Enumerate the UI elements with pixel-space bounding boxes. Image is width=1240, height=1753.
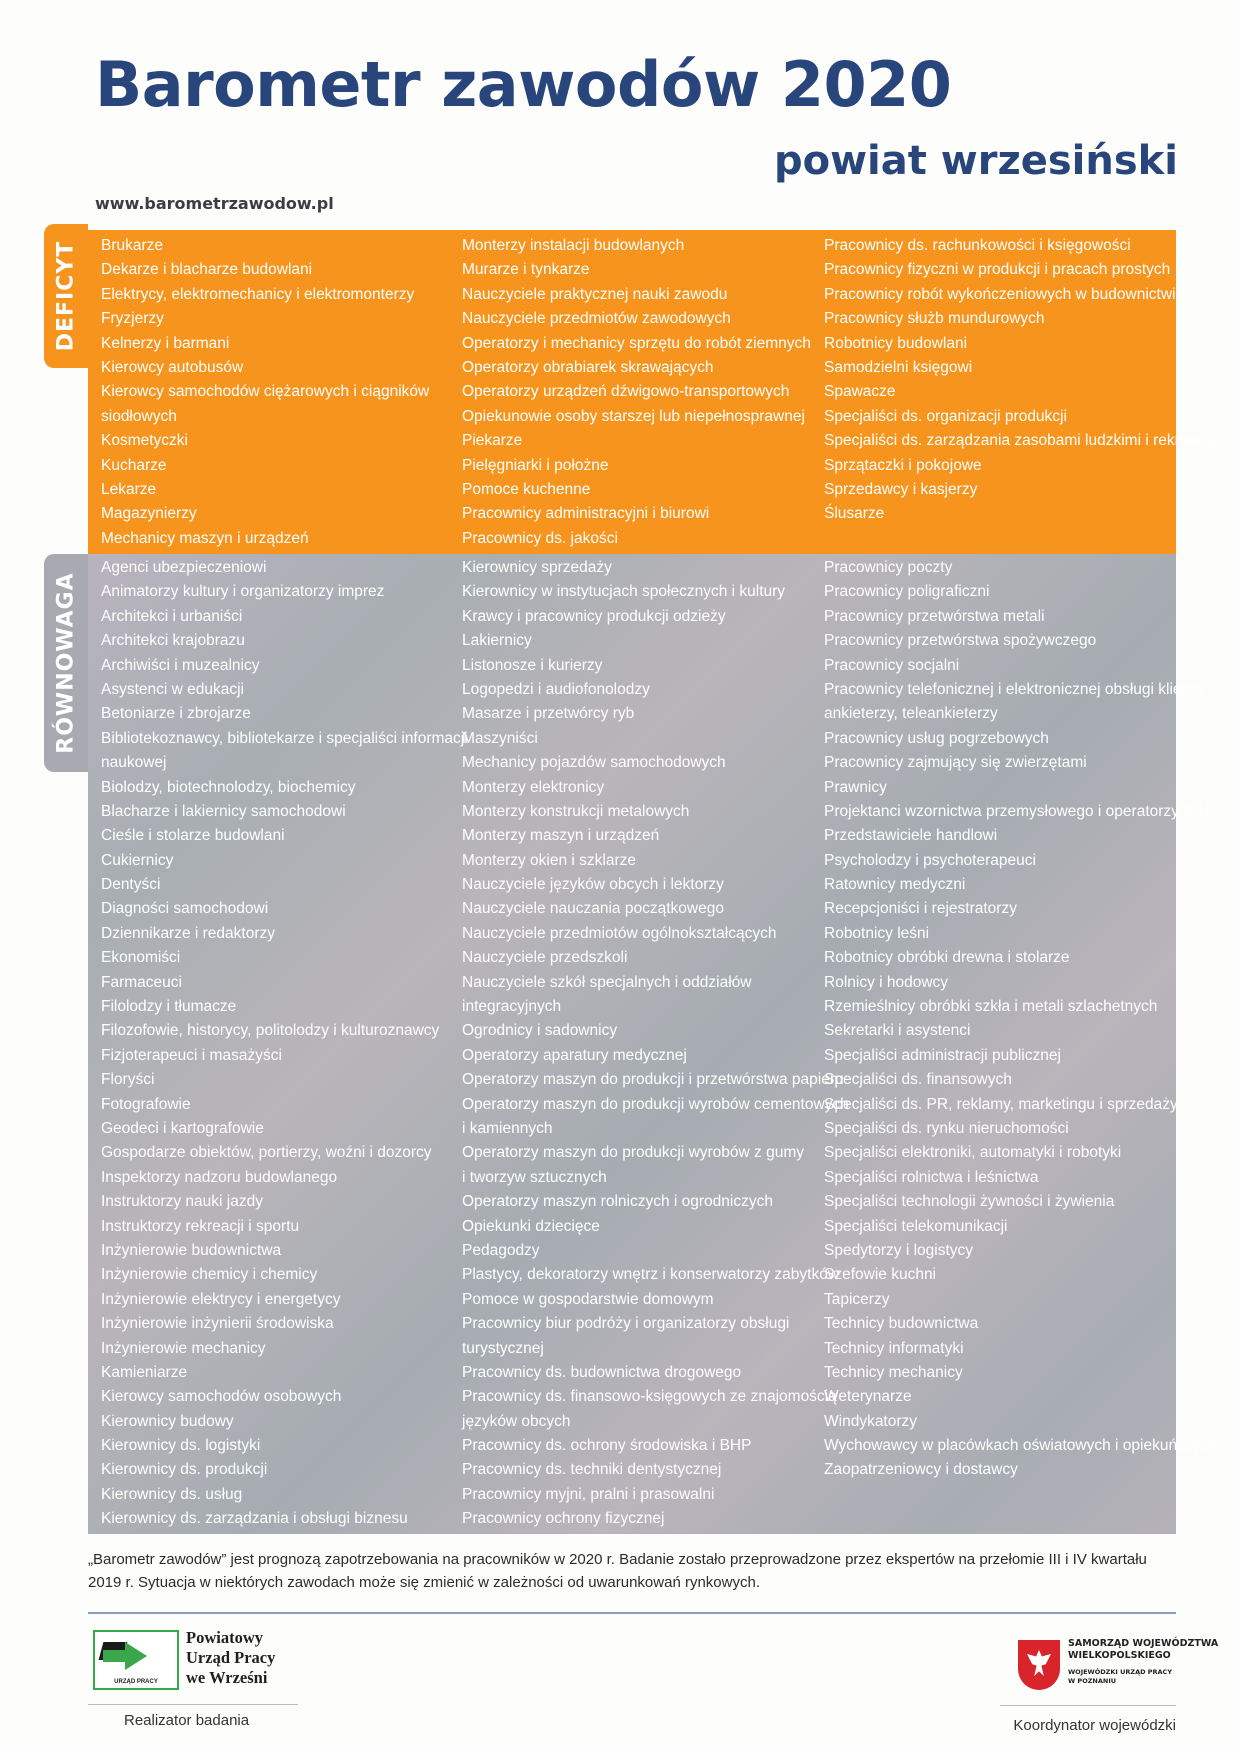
occupation-item: Monterzy okien i szklarze xyxy=(462,851,637,869)
occupation-item: i kamiennych xyxy=(462,1119,553,1137)
occupation-item: Kierowcy samochodów osobowych xyxy=(101,1388,342,1406)
occupation-item: Pracownicy usług pogrzebowych xyxy=(824,729,1049,747)
occupation-item: Kierowcy autobusów xyxy=(101,358,244,376)
rownowaga-column-1 xyxy=(101,556,468,1532)
occupation-item: Lakiernicy xyxy=(462,632,532,650)
occupation-item: Specjaliści ds. finansowych xyxy=(824,1071,1012,1089)
occupation-item: Fotografowie xyxy=(101,1095,191,1113)
occupation-item: Nauczyciele praktycznej nauki zawodu xyxy=(462,285,728,303)
rownowaga-column-3 xyxy=(824,556,1217,1483)
occupation-item: Technicy informatyki xyxy=(824,1339,964,1357)
realizator-divider xyxy=(88,1704,298,1705)
occupation-item: Blacharze i lakiernicy samochodowi xyxy=(101,802,346,820)
occupation-item: Specjaliści elektroniki, automatyki i robotyki xyxy=(824,1144,1122,1162)
occupation-item: Rzemieślnicy obróbki szkła i metali szlachetnych xyxy=(824,998,1158,1016)
occupation-item: Operatorzy aparatury medycznej xyxy=(462,1046,687,1064)
occupation-item: Zaopatrzeniowcy i dostawcy xyxy=(824,1461,1018,1479)
occupation-item: Logopedzi i audiofonolodzy xyxy=(462,680,650,698)
occupation-item: Asystenci w edukacji xyxy=(101,680,245,698)
occupation-item: Pracownicy robót wykończeniowych w budownictwie xyxy=(824,285,1185,303)
occupation-item: Nauczyciele nauczania początkowego xyxy=(462,900,724,918)
occupation-item: Operatorzy urządzeń dźwigowo-transportowych xyxy=(462,383,790,401)
occupation-item: Dziennikarze i redaktorzy xyxy=(101,924,276,942)
samorzad-line: WIELKOPOLSKIEGO xyxy=(1068,1650,1171,1661)
pup-logo xyxy=(93,1630,179,1690)
occupation-item: Kamieniarze xyxy=(101,1363,188,1381)
occupation-item: Sekretarki i asystenci xyxy=(824,1022,971,1040)
occupation-item: Ogrodnicy i sadownicy xyxy=(462,1022,618,1040)
occupation-item: siodłowych xyxy=(101,407,177,425)
occupation-item: naukowej xyxy=(101,754,167,772)
occupation-item: Bibliotekoznawcy, bibliotekarze i specjaliści informacji xyxy=(101,729,468,747)
rownowaga-column-2 xyxy=(462,556,849,1532)
koordynator-caption: Koordynator wojewódzki xyxy=(1013,1717,1176,1734)
pup-name-line: we Wrześni xyxy=(186,1668,268,1687)
deficyt-tab xyxy=(44,224,88,368)
occupation-item: Rolnicy i hodowcy xyxy=(824,973,949,991)
page-title: Barometr zawodów 2020 xyxy=(95,48,952,121)
occupation-item: Biolodzy, biotechnolodzy, biochemicy xyxy=(101,778,356,796)
occupation-item: Fryzjerzy xyxy=(101,310,164,328)
occupation-item: Wychowawcy w placówkach oświatowych i opiekuńczych xyxy=(824,1437,1217,1455)
occupation-item: Instruktorzy rekreacji i sportu xyxy=(101,1217,300,1235)
pup-logo-text: URZĄD PRACY xyxy=(114,1679,158,1685)
occupation-item: Geodeci i kartografowie xyxy=(101,1119,264,1137)
occupation-item: Monterzy elektronicy xyxy=(462,778,605,796)
occupation-item: Nauczyciele przedmiotów zawodowych xyxy=(462,310,731,328)
occupation-item: Kucharze xyxy=(101,456,167,474)
page-subtitle: powiat wrzesiński xyxy=(773,138,1178,184)
occupation-item: Specjaliści administracji publicznej xyxy=(824,1046,1061,1064)
occupation-item: Kierownicy w instytucjach społecznych i kultury xyxy=(462,583,786,601)
occupation-item: Ekonomiści xyxy=(101,949,181,967)
occupation-item: Nauczyciele języków obcych i lektorzy xyxy=(462,876,724,894)
occupation-item: Nauczyciele przedszkoli xyxy=(462,949,628,967)
occupation-item: Pracownicy przetwórstwa metali xyxy=(824,607,1045,625)
occupation-item: Weterynarze xyxy=(824,1388,912,1406)
occupation-item: Dekarze i blacharze budowlani xyxy=(101,261,313,279)
occupation-item: Szefowie kuchni xyxy=(824,1266,937,1284)
occupation-item: Plastycy, dekoratorzy wnętrz i konserwatorzy zabytków xyxy=(462,1266,840,1284)
occupation-item: Operatorzy maszyn do produkcji i przetwórstwa papieru xyxy=(462,1071,844,1089)
occupation-item: Inżynierowie chemicy i chemicy xyxy=(101,1266,318,1284)
occupation-item: Pracownicy ds. budownictwa drogowego xyxy=(462,1363,742,1381)
deficyt-label: DEFICYT xyxy=(53,240,79,352)
occupation-item: Pracownicy poligraficzni xyxy=(824,583,990,601)
occupation-item: Animatorzy kultury i organizatorzy imprez xyxy=(101,583,385,601)
occupation-item: Pracownicy ds. jakości xyxy=(462,529,618,547)
occupation-item: Fizjoterapeuci i masażyści xyxy=(101,1046,282,1064)
occupation-item: Monterzy instalacji budowlanych xyxy=(462,237,685,254)
occupation-item: Robotnicy obróbki drewna i stolarze xyxy=(824,949,1070,967)
samorzad-name xyxy=(1068,1638,1218,1686)
occupation-item: Technicy budownictwa xyxy=(824,1315,979,1333)
occupation-item: Maszyniści xyxy=(462,729,538,747)
occupation-item: Pracownicy służb mundurowych xyxy=(824,310,1045,328)
occupation-item: Nauczyciele przedmiotów ogólnokształcących xyxy=(462,924,777,942)
occupation-item: turystycznej xyxy=(462,1339,544,1357)
occupation-item: Instruktorzy nauki jazdy xyxy=(101,1193,263,1211)
occupation-item: Sprzątaczki i pokojowe xyxy=(824,456,982,474)
occupation-item: Lekarze xyxy=(101,480,157,498)
occupation-item: Inżynierowie elektrycy i energetycy xyxy=(101,1290,341,1308)
occupation-item: Specjaliści ds. rynku nieruchomości xyxy=(824,1119,1069,1137)
occupation-item: Pracownicy socjalni xyxy=(824,656,960,674)
rownowaga-label: RÓWNOWAGA xyxy=(53,572,79,754)
occupation-item: Diagności samochodowi xyxy=(101,900,269,918)
occupation-item: Monterzy maszyn i urządzeń xyxy=(462,827,660,845)
koordynator-divider xyxy=(1000,1705,1176,1706)
occupation-item: Farmaceuci xyxy=(101,973,182,991)
occupation-item: Kierownicy budowy xyxy=(101,1412,234,1430)
realizator-caption: Realizator badania xyxy=(124,1712,250,1729)
occupation-item: ankieterzy, teleankieterzy xyxy=(824,705,998,723)
occupation-item: Betoniarze i zbrojarze xyxy=(101,705,251,723)
occupation-item: Pedagodzy xyxy=(462,1241,540,1259)
occupation-item: Psycholodzy i psychoterapeuci xyxy=(824,851,1036,869)
occupation-item: Specjaliści telekomunikacji xyxy=(824,1217,1008,1235)
occupation-item: Pracownicy przetwórstwa spożywczego xyxy=(824,632,1097,650)
occupation-item: Floryści xyxy=(101,1071,155,1089)
occupation-item: Przedstawiciele handlowi xyxy=(824,827,998,845)
occupation-item: Listonosze i kurierzy xyxy=(462,656,603,674)
occupation-item: Filozofowie, historycy, politolodzy i kulturoznawcy xyxy=(101,1022,440,1040)
occupation-item: Filolodzy i tłumacze xyxy=(101,998,237,1016)
occupation-item: Inżynierowie inżynierii środowiska xyxy=(101,1315,334,1333)
deficyt-column-1 xyxy=(101,234,429,551)
occupation-item: Operatorzy i mechanicy sprzętu do robót ziemnych xyxy=(462,334,811,352)
occupation-item: Samodzielni księgowi xyxy=(824,358,973,376)
occupation-item: Pracownicy ochrony fizycznej xyxy=(462,1510,665,1528)
occupation-item: Kierownicy sprzedaży xyxy=(462,559,612,576)
occupation-item: Robotnicy leśni xyxy=(824,924,930,942)
rownowaga-tab xyxy=(44,554,88,772)
occupation-item: Krawcy i pracownicy produkcji odzieży xyxy=(462,607,726,625)
occupation-item: Technicy mechanicy xyxy=(824,1363,963,1381)
occupation-item: Pracownicy ds. rachunkowości i księgowości xyxy=(824,237,1131,254)
deficyt-column-2 xyxy=(462,234,811,551)
pup-name-line: Urząd Pracy xyxy=(186,1648,276,1667)
occupation-item: Elektrycy, elektromechanicy i elektromonterzy xyxy=(101,285,415,303)
occupation-item: Kierownicy ds. logistyki xyxy=(101,1437,261,1455)
occupation-item: Gospodarze obiektów, portierzy, woźni i dozorcy xyxy=(101,1144,432,1162)
occupation-item: Archiwiści i muzealnicy xyxy=(101,656,260,674)
occupation-item: Kierownicy ds. zarządzania i obsługi biznesu xyxy=(101,1510,408,1528)
occupation-item: Operatorzy maszyn do produkcji wyrobów z gumy xyxy=(462,1144,804,1162)
occupation-item: i tworzyw sztucznych xyxy=(462,1168,607,1186)
occupation-item: Pomoce w gospodarstwie domowym xyxy=(462,1290,714,1308)
occupation-item: Pracownicy ds. techniki dentystycznej xyxy=(462,1461,722,1479)
occupation-item: Spawacze xyxy=(824,383,896,401)
occupation-item: Recepcjoniści i rejestratorzy xyxy=(824,900,1017,918)
occupation-item: Monterzy konstrukcji metalowych xyxy=(462,802,690,820)
occupation-item: Prawnicy xyxy=(824,778,887,796)
occupation-item: Specjaliści ds. organizacji produkcji xyxy=(824,407,1067,425)
occupation-item: Ratownicy medyczni xyxy=(824,876,966,894)
occupation-item: Murarze i tynkarze xyxy=(462,261,590,279)
occupation-item: Inżynierowie mechanicy xyxy=(101,1339,266,1357)
occupation-item: Specjaliści ds. zarządzania zasobami ludzkimi i rekrutacji xyxy=(824,432,1216,450)
website-url[interactable]: www.barometrzawodow.pl xyxy=(95,194,334,213)
occupation-item: Opiekunki dziecięce xyxy=(462,1217,600,1235)
occupation-item: Inspektorzy nadzoru budowlanego xyxy=(101,1168,338,1186)
occupation-item: Kelnerzy i barmani xyxy=(101,334,230,352)
occupation-item: Pracownicy ds. ochrony środowiska i BHP xyxy=(462,1437,752,1455)
occupation-item: Kierownicy ds. usług xyxy=(101,1485,243,1503)
eagle-icon xyxy=(1027,1650,1051,1676)
occupation-item: Pracownicy poczty xyxy=(824,559,953,576)
occupation-item: Pracownicy administracyjni i biurowi xyxy=(462,505,710,523)
arrow-right-icon xyxy=(125,1642,147,1670)
rownowaga-section xyxy=(88,554,1217,1534)
occupation-item: Kosmetyczki xyxy=(101,432,188,450)
occupation-item: Masarze i przetwórcy ryb xyxy=(462,705,635,723)
deficyt-column-3 xyxy=(824,234,1216,527)
occupation-item: Pomoce kuchenne xyxy=(462,480,591,498)
occupation-item: integracyjnych xyxy=(462,998,562,1016)
occupation-item: Pracownicy fizyczni w produkcji i pracach prostych xyxy=(824,261,1171,279)
occupation-item: Ślusarze xyxy=(824,505,885,523)
footer-divider xyxy=(88,1612,1176,1614)
occupation-item: Kierowcy samochodów ciężarowych i ciągników xyxy=(101,383,430,401)
occupation-item: Cukiernicy xyxy=(101,851,174,869)
wup-line: W POZNANIU xyxy=(1068,1677,1117,1685)
occupation-item: Mechanicy pojazdów samochodowych xyxy=(462,754,726,772)
occupation-item: Projektanci wzornictwa przemysłowego i operatorzy CAD xyxy=(824,802,1216,820)
methodology-note: „Barometr zawodów” jest prognozą zapotrzebowania na pracowników w 2020 r. Badanie zostało przeprowadzone przez ekspertów na przełomie III i IV kwartału 2019 r. Sytuacja w niektórych zawodach może się zmienić w zależności od uwarunkowań rynkowych. xyxy=(88,1551,1147,1591)
occupation-item: Robotnicy budowlani xyxy=(824,334,968,352)
occupation-item: Opiekunowie osoby starszej lub niepełnosprawnej xyxy=(462,407,805,425)
occupation-item: Operatorzy maszyn rolniczych i ogrodniczych xyxy=(462,1193,773,1211)
occupation-item: Cieśle i stolarze budowlani xyxy=(101,827,285,845)
occupation-item: Pracownicy zajmujący się zwierzętami xyxy=(824,754,1087,772)
occupation-item: Nauczyciele szkół specjalnych i oddziałów xyxy=(462,973,752,991)
occupation-item: Brukarze xyxy=(101,237,164,254)
occupation-item: Tapicerzy xyxy=(824,1290,890,1308)
occupation-item: Magazynierzy xyxy=(101,505,197,523)
occupation-item: Architekci i urbaniści xyxy=(101,607,243,625)
occupation-item: języków obcych xyxy=(462,1412,571,1430)
occupation-item: Pracownicy telefonicznej i elektronicznej obsługi klienta, xyxy=(824,680,1208,698)
occupation-item: Kierownicy ds. produkcji xyxy=(101,1461,268,1479)
occupation-item: Operatorzy maszyn do produkcji wyrobów cementowych xyxy=(462,1095,849,1113)
wielkopolska-crest-icon xyxy=(1018,1640,1060,1690)
occupation-item: Piekarze xyxy=(462,432,523,450)
occupation-item: Mechanicy maszyn i urządzeń xyxy=(101,529,309,547)
occupation-item: Specjaliści rolnictwa i leśnictwa xyxy=(824,1168,1039,1186)
wup-line: WOJEWÓDZKI URZĄD PRACY xyxy=(1068,1668,1173,1676)
occupation-item: Operatorzy obrabiarek skrawających xyxy=(462,358,714,376)
pup-name-line: Powiatowy xyxy=(186,1628,263,1647)
occupation-item: Dentyści xyxy=(101,876,161,894)
occupation-item: Pracownicy biur podróży i organizatorzy obsługi xyxy=(462,1315,790,1333)
pup-name xyxy=(186,1628,275,1688)
occupation-item: Inżynierowie budownictwa xyxy=(101,1241,282,1259)
occupation-item: Spedytorzy i logistycy xyxy=(824,1241,974,1259)
samorzad-line: SAMORZĄD WOJEWÓDZTWA xyxy=(1068,1638,1219,1649)
occupation-item: Pracownicy myjni, pralni i prasowalni xyxy=(462,1485,715,1503)
occupation-item: Sprzedawcy i kasjerzy xyxy=(824,480,978,498)
deficyt-section xyxy=(88,230,1216,554)
occupation-item: Windykatorzy xyxy=(824,1412,918,1430)
occupation-item: Specjaliści ds. PR, reklamy, marketingu i sprzedaży xyxy=(824,1095,1178,1113)
occupation-item: Pielęgniarki i położne xyxy=(462,456,609,474)
occupation-item: Architekci krajobrazu xyxy=(101,632,245,650)
occupation-item: Pracownicy ds. finansowo-księgowych ze znajomością xyxy=(462,1388,837,1406)
occupation-item: Agenci ubezpieczeniowi xyxy=(101,559,267,576)
occupation-item: Specjaliści technologii żywności i żywienia xyxy=(824,1193,1115,1211)
